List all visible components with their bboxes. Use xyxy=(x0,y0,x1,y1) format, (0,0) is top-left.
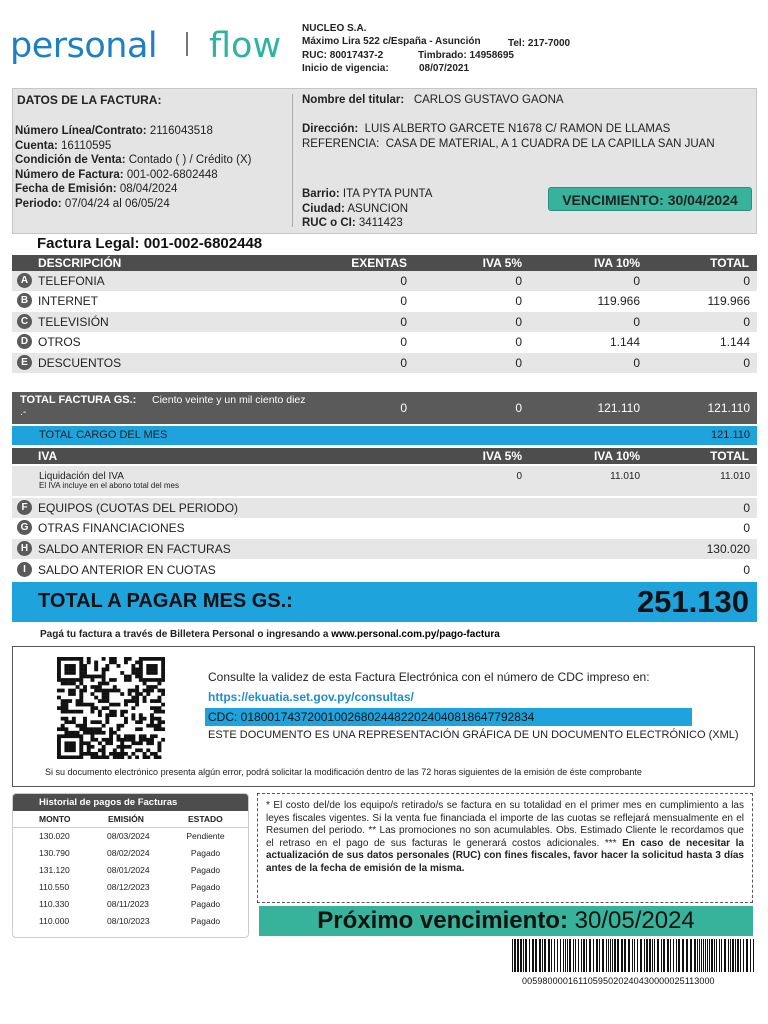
history-estado: Pagado xyxy=(190,848,221,858)
extra-value: 0 xyxy=(743,501,750,515)
cdc-intro: Consulte la validez de esta Factura Electrónica con el número de CDC impreso en: xyxy=(208,670,650,684)
error-note: Si su documento electrónico presenta algún error, podrá solicitar la modificación dentro de las 72 horas siguientes de la emisión de éste comprobante xyxy=(45,767,642,777)
direccion-value: LUIS ALBERTO GARCETE N1678 C/ RAMON DE LLAMAS xyxy=(364,123,671,135)
history-row xyxy=(13,913,248,930)
row-total: 0 xyxy=(743,315,750,329)
history-emision: 08/12/2023 xyxy=(107,882,150,892)
company-timbrado: Timbrado: 14958695 xyxy=(418,50,514,61)
logo-divider xyxy=(186,32,188,56)
iva-header-iva10: IVA 10% xyxy=(593,449,640,463)
history-header-estado: ESTADO xyxy=(188,814,223,824)
location-block xyxy=(302,187,432,231)
history-row xyxy=(13,828,248,845)
total-factura-words: Ciento veinte y un mil ciento diez .- xyxy=(20,394,306,418)
iva-note: El IVA incluye en el abono total del mes xyxy=(39,481,179,490)
condicion-label: Condición de Venta: xyxy=(15,154,126,166)
personal-logo: personal xyxy=(10,26,158,66)
barcode-number: 00598000016110595020240430000025113000 xyxy=(522,976,715,986)
history-emision: 08/02/2024 xyxy=(107,848,150,858)
liquidacion-iva10: 11.010 xyxy=(610,471,640,482)
extra-value: 130.020 xyxy=(706,542,750,556)
history-monto: 110.330 xyxy=(39,899,70,909)
numero-label: Número de Factura: xyxy=(15,168,124,181)
iva-liquidacion-row xyxy=(12,466,757,496)
row-badge: B xyxy=(17,293,32,308)
proximo-value: 30/05/2024 xyxy=(574,907,695,934)
proximo-vencimiento xyxy=(259,906,753,936)
history-monto: 130.020 xyxy=(39,831,70,841)
liquidacion-label: Liquidación del IVA xyxy=(39,471,124,482)
row-description: DESCUENTOS xyxy=(38,356,122,370)
row-description: TELEFONIA xyxy=(38,274,105,288)
extra-description: SALDO ANTERIOR EN CUOTAS xyxy=(38,563,216,577)
referencia-label: REFERENCIA: xyxy=(302,137,380,150)
history-row xyxy=(13,879,248,896)
pay-note xyxy=(40,629,500,640)
extra-description: EQUIPOS (CUOTAS DEL PERIODO) xyxy=(38,501,239,515)
row-iva10: 0 xyxy=(633,356,640,370)
pay-note-text: Pagá tu factura a través de Billetera Personal o ingresando a xyxy=(40,629,332,640)
row-total: 0 xyxy=(743,274,750,288)
extra-row xyxy=(12,518,757,538)
iva-header-label: IVA xyxy=(38,449,58,463)
fecha-label: Fecha de Emisión: xyxy=(15,183,117,195)
total-cargo-row xyxy=(12,426,757,445)
history-row xyxy=(13,896,248,913)
company-ruc: RUC: 80017437-2 xyxy=(302,50,384,61)
row-badge: D xyxy=(17,334,32,349)
cuenta-label: Cuenta: xyxy=(15,139,58,152)
total-factura-exentas: 0 xyxy=(400,401,407,415)
history-monto: 110.550 xyxy=(39,882,70,892)
ciudad-label: Ciudad: xyxy=(302,202,345,215)
referencia-value: CASA DE MATERIAL, A 1 CUADRA DE LA CAPILLA SAN JUAN xyxy=(385,137,715,150)
history-header-emision: EMISIÓN xyxy=(108,814,144,824)
row-total: 119.966 xyxy=(707,294,750,308)
total-cargo-value: 121.110 xyxy=(711,429,750,441)
qr-code xyxy=(57,657,165,759)
ruc-value: 3411423 xyxy=(358,217,403,229)
row-exentas: 0 xyxy=(400,294,407,308)
row-iva5: 0 xyxy=(515,335,522,349)
extra-badge: F xyxy=(17,500,32,515)
row-exentas: 0 xyxy=(400,274,407,288)
history-estado: Pagado xyxy=(190,916,221,926)
row-iva10: 0 xyxy=(633,315,640,329)
row-exentas: 0 xyxy=(400,335,407,349)
row-iva5: 0 xyxy=(515,274,522,288)
doc-note: ESTE DOCUMENTO ES UNA REPRESENTACIÓN GRÁFICA DE UN DOCUMENTO ELECTRÓNICO (XML) xyxy=(208,729,739,741)
box-divider xyxy=(292,94,293,227)
cdc-link[interactable]: https://ekuatia.set.gov.py/consultas/ xyxy=(208,690,414,704)
inicio-value: 08/07/2021 xyxy=(419,63,470,74)
total-pagar-value: 251.130 xyxy=(636,584,749,619)
pay-link[interactable]: www.personal.com.py/pago-factura xyxy=(331,629,500,640)
notes-box xyxy=(257,793,753,903)
fecha-value: 08/04/2024 xyxy=(119,183,178,195)
row-badge: E xyxy=(17,355,32,370)
row-iva5: 0 xyxy=(515,315,522,329)
liquidacion-iva5: 0 xyxy=(516,471,522,482)
iva-header-total: TOTAL xyxy=(710,449,749,463)
row-description: TELEVISIÓN xyxy=(38,315,109,329)
extra-row xyxy=(12,498,757,518)
history-emision: 08/03/2024 xyxy=(107,831,150,841)
invoice-fields xyxy=(15,124,290,211)
ciudad-value: ASUNCION xyxy=(347,202,409,215)
row-exentas: 0 xyxy=(400,356,407,370)
extra-row xyxy=(12,539,757,559)
company-address: Máximo Lira 522 c/España - Asunción xyxy=(302,36,481,47)
table-row xyxy=(12,353,757,373)
cdc-number: CDC: 01800174372001002680244822024040818647792834 xyxy=(205,708,692,726)
notes-plain: * El costo del/de los equipo/s retirado/s se factura en su totalidad en el primer mes en cumplimiento a las leyes fiscales vigentes. Si la venta fue financiada el importe de las cuotas se reflejará mensualmente en el Resumen del periodo. ** Las promociones no son acumulables. Obs. Estimado Cliente le recordamos que el retraso en el pago de sus facturas le generará costos adicionales. *** xyxy=(266,800,744,849)
header-iva5: IVA 5% xyxy=(482,256,522,270)
flow-logo: flow xyxy=(209,26,282,66)
history-estado: Pagado xyxy=(190,899,221,909)
direccion-label: Dirección: xyxy=(302,123,359,135)
history-estado: Pagado xyxy=(190,865,221,875)
history-header-monto: MONTO xyxy=(39,814,71,824)
vencimiento-badge: VENCIMIENTO: 30/04/2024 xyxy=(548,187,752,211)
history-estado: Pendiente xyxy=(186,831,225,841)
extra-value: 0 xyxy=(743,563,750,577)
barcode xyxy=(512,939,756,972)
numero-value: 001-002-6802448 xyxy=(126,168,218,181)
extra-value: 0 xyxy=(743,521,750,535)
history-emision: 08/10/2023 xyxy=(107,916,150,926)
titular-value: CARLOS GUSTAVO GAONA xyxy=(413,94,564,106)
header-exentas: EXENTAS xyxy=(351,256,407,270)
row-iva5: 0 xyxy=(515,356,522,370)
liquidacion-total: 11.010 xyxy=(720,471,750,482)
row-badge: A xyxy=(17,273,32,288)
history-header xyxy=(13,811,248,828)
history-title: Historial de pagos de Facturas xyxy=(13,794,248,811)
history-monto: 131.120 xyxy=(39,865,70,875)
invoice-data-title: DATOS DE LA FACTURA: xyxy=(17,93,162,107)
extra-badge: G xyxy=(17,520,32,535)
header-iva10: IVA 10% xyxy=(593,256,640,270)
extra-badge: I xyxy=(17,562,32,577)
ruc-label: RUC o CI: xyxy=(302,217,356,229)
history-emision: 08/01/2024 xyxy=(107,865,150,875)
table-row xyxy=(12,271,757,291)
extra-description: OTRAS FINANCIACIONES xyxy=(38,521,185,535)
history-row xyxy=(13,862,248,879)
barrio-label: Barrio: xyxy=(302,188,340,200)
table-row xyxy=(12,312,757,332)
linea-value: 2116043518 xyxy=(149,125,213,137)
row-exentas: 0 xyxy=(400,315,407,329)
total-cargo-label: TOTAL CARGO DEL MES xyxy=(39,429,168,441)
periodo-value: 07/04/24 al 06/05/24 xyxy=(64,197,170,210)
iva-header-iva5: IVA 5% xyxy=(482,449,522,463)
row-iva10: 1.144 xyxy=(609,335,640,349)
row-iva5: 0 xyxy=(515,294,522,308)
inicio-label: Inicio de vigencia: xyxy=(302,63,389,74)
titular-line xyxy=(302,94,564,106)
total-factura-iva5: 0 xyxy=(515,401,522,415)
cuenta-value: 16110595 xyxy=(61,139,112,152)
total-pagar-bar xyxy=(12,582,757,622)
history-monto: 130.790 xyxy=(39,848,70,858)
payment-history xyxy=(12,793,249,938)
table-header xyxy=(12,255,757,271)
history-row xyxy=(13,845,248,862)
barrio-value: ITA PYTA PUNTA xyxy=(342,188,433,200)
row-iva10: 119.966 xyxy=(597,294,640,308)
titular-label: Nombre del titular: xyxy=(302,94,405,106)
row-badge: C xyxy=(17,314,32,329)
history-estado: Pagado xyxy=(190,882,221,892)
table-row xyxy=(12,332,757,352)
direccion-block xyxy=(302,122,715,151)
header-total: TOTAL xyxy=(710,256,749,270)
row-description: INTERNET xyxy=(38,294,98,308)
row-total: 0 xyxy=(743,356,750,370)
company-name: NUCLEO S.A. xyxy=(302,23,367,34)
total-pagar-label: TOTAL A PAGAR MES GS.: xyxy=(38,590,293,612)
total-factura-label: TOTAL FACTURA GS.: xyxy=(20,394,137,406)
header-descripcion: DESCRIPCIÓN xyxy=(38,256,122,270)
notes-bold: En caso de necesitar la actualización de sus datos personales (RUC) con fines fiscales, favor hacer la solicitud hasta 3 días antes de la fecha de emisión de la misma. xyxy=(266,837,744,874)
table-row xyxy=(12,291,757,311)
history-emision: 08/11/2023 xyxy=(107,899,149,909)
company-tel: Tel: 217-7000 xyxy=(508,38,571,49)
extra-row xyxy=(12,560,757,580)
row-iva10: 0 xyxy=(633,274,640,288)
total-factura-total: 121.110 xyxy=(707,401,750,415)
factura-legal-title: Factura Legal: 001-002-6802448 xyxy=(37,235,263,252)
total-factura-row xyxy=(12,392,757,424)
condicion-value: Contado ( ) / Crédito (X) xyxy=(128,154,252,166)
total-factura-iva10: 121.110 xyxy=(597,401,640,415)
history-monto: 110.000 xyxy=(39,916,70,926)
extra-description: SALDO ANTERIOR EN FACTURAS xyxy=(38,542,231,556)
row-total: 1.144 xyxy=(719,335,750,349)
periodo-label: Periodo: xyxy=(15,197,62,210)
iva-header xyxy=(12,448,757,464)
row-description: OTROS xyxy=(38,335,81,349)
extra-badge: H xyxy=(17,541,32,556)
proximo-label: Próximo vencimiento: xyxy=(317,907,568,934)
linea-label: Número Línea/Contrato: xyxy=(15,125,147,137)
